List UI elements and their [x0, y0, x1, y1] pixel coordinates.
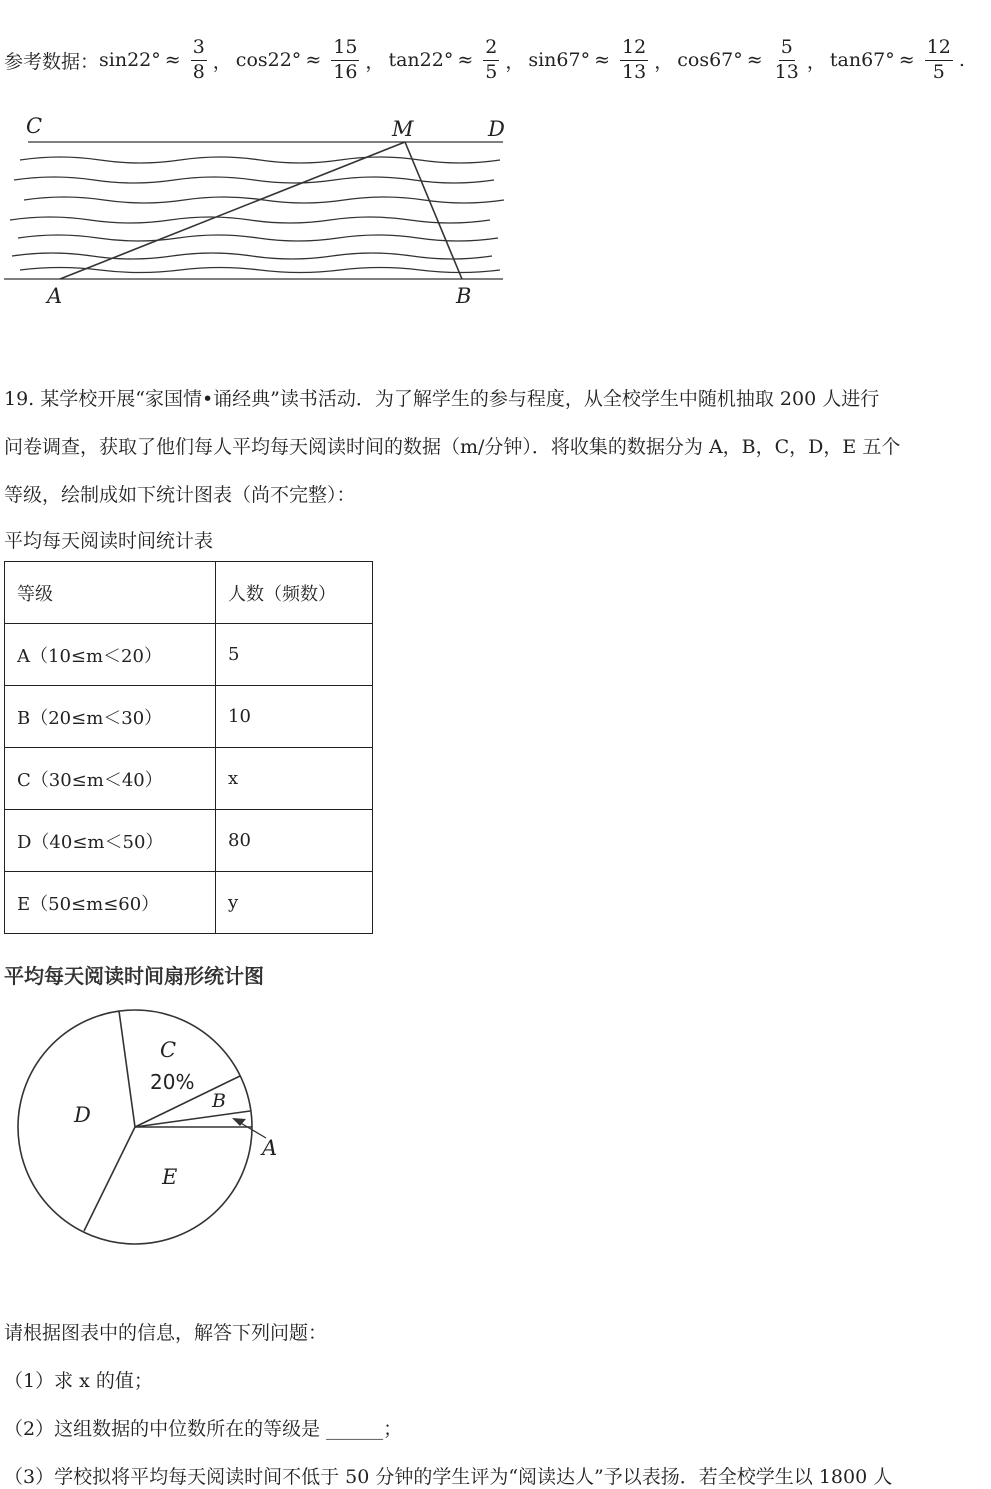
label-d: D	[488, 117, 505, 141]
table-header-row	[5, 562, 373, 624]
question-19-line-1: 19. 某学校开展“家国情•诵经典”读书活动．为了解学生的参与程度，从全校学生中随机抽取 200 人进行	[4, 388, 880, 410]
fraction	[773, 38, 801, 83]
trig-function: cos22°	[235, 49, 302, 72]
pie-label-e: E	[162, 1165, 178, 1189]
river-diagram	[0, 110, 520, 315]
denominator: 5	[932, 60, 945, 83]
fraction	[620, 38, 648, 83]
numerator: 15	[331, 38, 359, 61]
water-wave	[20, 157, 500, 163]
approx-sign: ≈	[164, 49, 181, 72]
table-row	[5, 748, 373, 810]
pie-divider-d-c	[119, 1011, 135, 1127]
separator: ，	[365, 50, 385, 73]
reference-item	[677, 38, 826, 83]
grade-cell: C（30≤m＜40）	[5, 748, 216, 810]
question-3: （3）学校拟将平均每天阅读时间不低于 50 分钟的学生评为“阅读达人”予以表扬．若全校学生以 1800 人	[4, 1466, 893, 1488]
denominator: 13	[622, 60, 647, 83]
water-wave	[18, 235, 498, 241]
numerator: 5	[779, 38, 795, 61]
trig-function: sin22°	[99, 49, 161, 72]
question-1: （1）求 x 的值；	[4, 1370, 153, 1392]
numerator: 12	[620, 38, 648, 61]
pie-label-a: A	[262, 1136, 278, 1160]
trig-function: tan22°	[388, 49, 454, 72]
grade-cell: B（20≤m＜30）	[5, 686, 216, 748]
separator: ，	[806, 50, 826, 73]
pie-divider-e-d	[84, 1127, 135, 1231]
count-cell: x	[216, 748, 373, 810]
header-grade: 等级	[5, 562, 216, 624]
question-2: （2）这组数据的中位数所在的等级是 ______；	[4, 1418, 403, 1440]
trig-function: tan67°	[829, 49, 895, 72]
pie-label-d: D	[74, 1103, 91, 1127]
count-cell: 80	[216, 810, 373, 872]
table-row	[5, 872, 373, 934]
reading-time-table	[4, 561, 373, 934]
denominator: 16	[333, 60, 358, 83]
separator: ，	[505, 50, 525, 73]
header-count: 人数（频数）	[216, 562, 373, 624]
reference-data-line	[4, 38, 969, 83]
table-row	[5, 686, 373, 748]
table-title: 平均每天阅读时间统计表	[4, 530, 214, 552]
fraction	[925, 38, 953, 83]
reference-label: 参考数据：	[4, 50, 100, 73]
grade-cell: D（40≤m＜50）	[5, 810, 216, 872]
question-19-line-2: 问卷调查，获取了他们每人平均每天阅读时间的数据（m/分钟）．将收集的数据分为 A，B，C，D，E 五个	[4, 436, 901, 458]
reference-item	[830, 38, 965, 83]
label-a: A	[47, 284, 63, 308]
count-cell: 10	[216, 686, 373, 748]
trig-function: cos67°	[677, 49, 743, 72]
approx-sign: ≈	[594, 49, 611, 72]
reference-item	[99, 38, 232, 83]
pie-label-b: B	[212, 1090, 226, 1112]
approx-sign: ≈	[746, 49, 763, 72]
approx-sign: ≈	[305, 49, 322, 72]
reference-item	[236, 38, 385, 83]
grade-cell: E（50≤m≤60）	[5, 872, 216, 934]
approx-sign: ≈	[457, 49, 474, 72]
question-19-line-3: 等级，绘制成如下统计图表（尚不完整）：	[4, 484, 356, 506]
separator: ，	[212, 50, 232, 73]
reference-item	[528, 38, 673, 83]
approx-sign: ≈	[898, 49, 915, 72]
grade-cell: A（10≤m＜20）	[5, 624, 216, 686]
numerator: 12	[925, 38, 953, 61]
numerator: 3	[191, 38, 207, 61]
fraction	[331, 38, 359, 83]
water-wave	[20, 268, 500, 273]
pie-label-c-percent: 20%	[150, 1070, 195, 1094]
denominator: 13	[774, 60, 799, 83]
label-m: M	[392, 117, 414, 141]
table-row	[5, 810, 373, 872]
denominator: 5	[485, 60, 498, 83]
reference-item	[388, 38, 524, 83]
denominator: 8	[192, 60, 205, 83]
water-wave	[12, 253, 492, 259]
count-cell: 5	[216, 624, 373, 686]
label-b: B	[456, 284, 472, 308]
separator: .	[958, 49, 965, 72]
count-cell: y	[216, 872, 373, 934]
pie-chart-title: 平均每天阅读时间扇形统计图	[4, 964, 264, 988]
pie-label-c: C	[160, 1038, 177, 1062]
fraction	[191, 38, 207, 83]
trig-function: sin67°	[528, 49, 591, 72]
fraction	[483, 38, 499, 83]
table-row	[5, 624, 373, 686]
reading-time-pie-chart	[0, 1000, 300, 1260]
water-wave	[10, 217, 490, 223]
label-c: C	[26, 114, 43, 138]
segment-am	[60, 142, 405, 279]
separator: ，	[654, 50, 674, 73]
question-prompt: 请根据图表中的信息，解答下列问题：	[4, 1322, 328, 1344]
numerator: 2	[483, 38, 499, 61]
